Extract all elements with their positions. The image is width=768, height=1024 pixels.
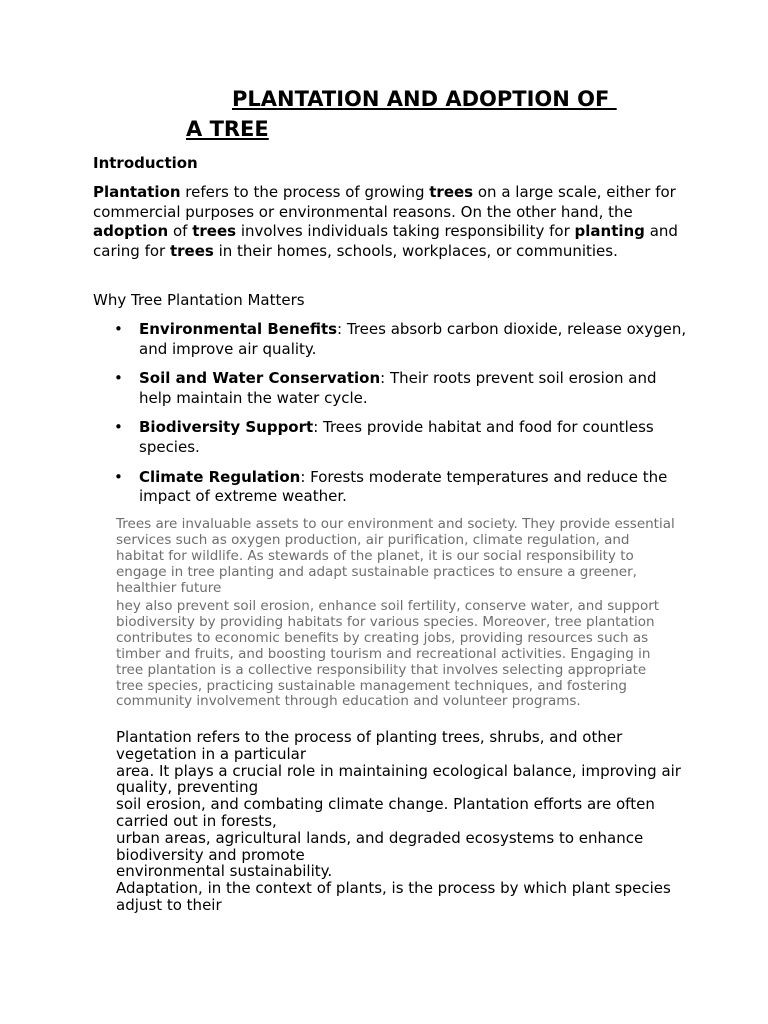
list-item-text: : Their roots prevent soil erosion and help maintain the water cycle. <box>139 369 657 407</box>
bullet-icon: • <box>114 418 123 437</box>
text-run: and caring for <box>93 222 678 260</box>
introduction-heading: Introduction <box>93 154 198 172</box>
benefits-list <box>93 320 693 517</box>
bold-term: trees <box>169 241 214 260</box>
soil-erosion-paragraph: hey also prevent soil erosion, enhance soil fertility, conserve water, and support biodiversity by providing habitats for various species. Moreover, tree plantation contributes to economic benefits by creating jobs, providing resources such as timber and fruits, and boosting tourism and recreational activities. Engaging in tree plantation is a collective responsibility that involves selecting appropriate tree species, practicing sustainable management techniques, and fostering community involvement through education and volunteer programs. <box>116 598 660 710</box>
bullet-icon: • <box>114 467 123 486</box>
plantation-adaptation-text <box>116 729 696 914</box>
list-item <box>93 468 693 507</box>
text-line: Plantation refers to the process of planting trees, shrubs, and other vegetation in a particular <box>116 728 623 763</box>
bullet-icon: • <box>114 369 123 388</box>
text-line: Adaptation, in the context of plants, is the process by which plant species adjust to their <box>116 879 671 914</box>
bold-term: trees <box>192 222 237 241</box>
list-item-term: Climate Regulation <box>139 467 301 486</box>
text-line: urban areas, agricultural lands, and degraded ecosystems to enhance biodiversity and promote <box>116 828 644 864</box>
list-item-text: : Trees provide habitat and food for countless species. <box>139 418 654 456</box>
text-run: refers to the process of growing <box>180 183 430 201</box>
why-plantation-heading: Why Tree Plantation Matters <box>93 291 305 309</box>
text-line: area. It plays a crucial role in maintaining ecological balance, improving air quality, preventing <box>116 761 681 797</box>
text-run: on a large scale, either for commercial purposes or environmental reasons. On the other hand, the <box>93 183 676 221</box>
text-line: environmental sustainability. <box>116 862 333 881</box>
bold-term: Plantation <box>93 183 181 201</box>
document-title-line-1: PLANTATION AND ADOPTION OF <box>232 87 617 111</box>
text-run: involves individuals taking responsibility for <box>236 222 575 241</box>
list-item <box>93 418 693 457</box>
text-run: of <box>168 222 193 241</box>
list-item <box>93 320 693 359</box>
bold-term: adoption <box>93 222 169 241</box>
list-item-term: Soil and Water Conservation <box>139 369 381 388</box>
list-item-text: : Trees absorb carbon dioxide, release oxygen, and improve air quality. <box>139 320 687 358</box>
list-item-term: Environmental Benefits <box>139 320 338 338</box>
document-title-line-2: A TREE <box>186 117 269 141</box>
text-line: soil erosion, and combating climate change. Plantation efforts are often carried out in forests, <box>116 795 655 830</box>
bullet-icon: • <box>114 320 123 338</box>
list-item-text: : Forests moderate temperatures and reduce the impact of extreme weather. <box>139 467 668 506</box>
list-item-term: Biodiversity Support <box>139 418 314 437</box>
trees-value-paragraph: Trees are invaluable assets to our environment and society. They provide essential services such as oxygen production, air purification, climate regulation, and habitat for wildlife. As stewards of the planet, it is our social responsibility to engage in tree planting and adapt sustainable practices to ensure a greener, healthier future <box>116 516 675 596</box>
bold-term: planting <box>574 222 645 241</box>
bold-term: trees <box>429 183 474 201</box>
text-run: in their homes, schools, workplaces, or communities. <box>213 241 618 260</box>
list-item <box>93 369 693 408</box>
introduction-paragraph <box>93 183 683 261</box>
